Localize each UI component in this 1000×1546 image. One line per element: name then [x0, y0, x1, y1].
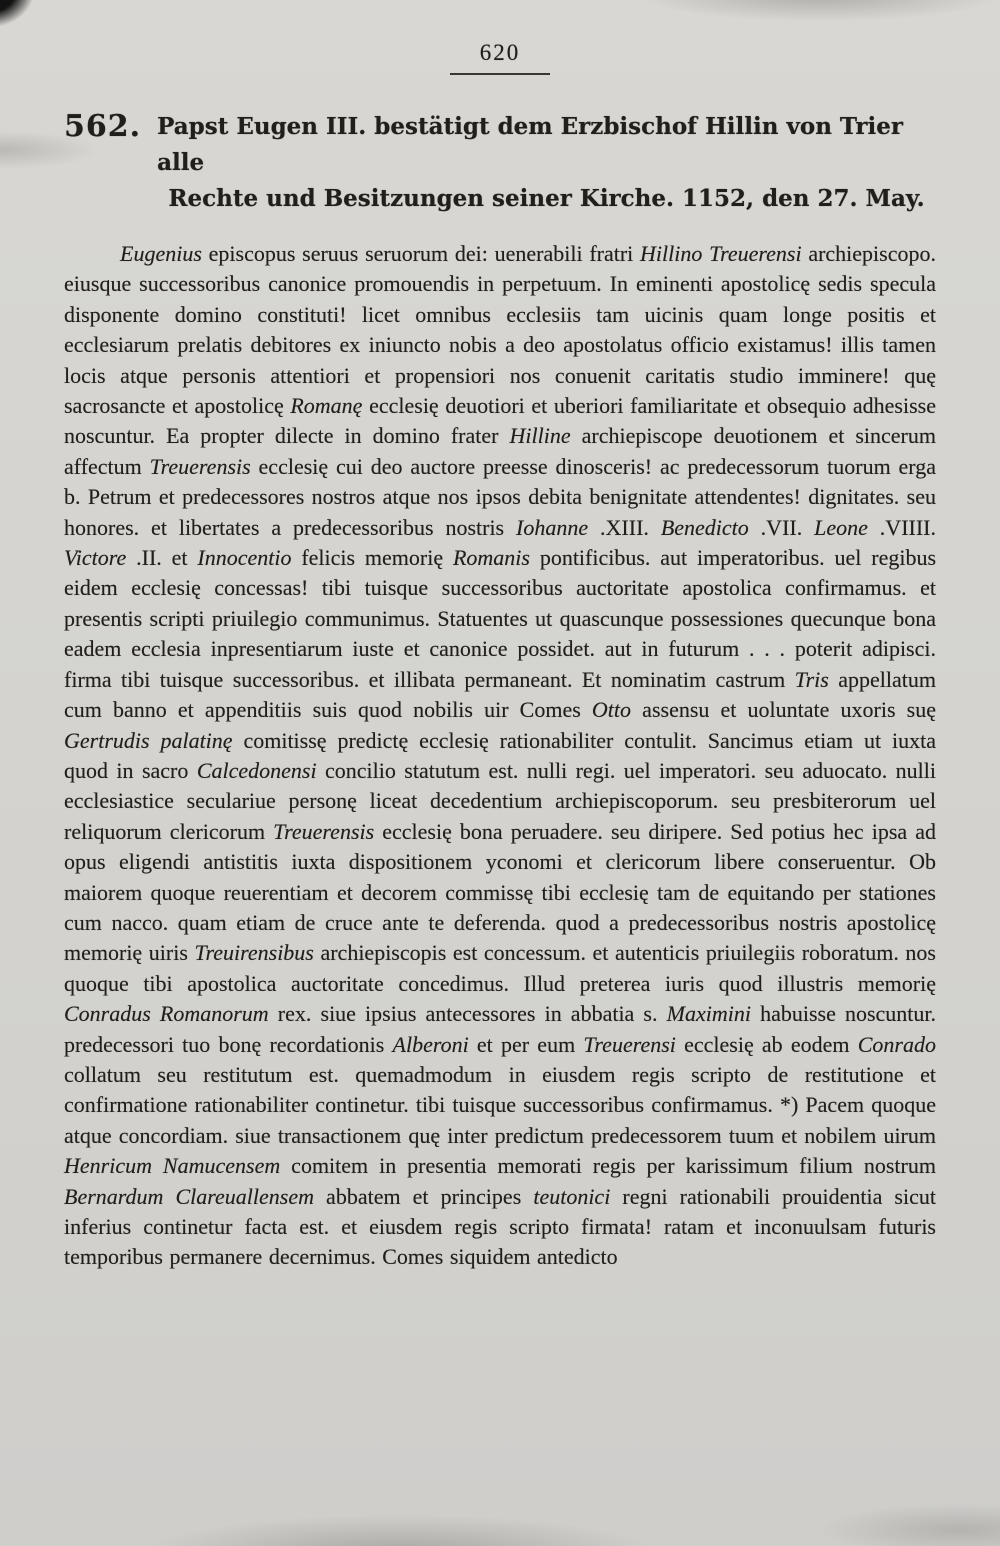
entry-heading: [64, 109, 936, 217]
entry-title-line2: Rechte und Besitzungen seiner Kirche. 1152, den 27. May.: [168, 185, 925, 212]
entry-number: 562.: [64, 109, 142, 144]
entry-title-line1: Papst Eugen III. bestätigt dem Erzbischof Hillin von Trier alle: [157, 113, 903, 176]
page-header: [64, 40, 936, 75]
charter-body-text: Eugenius episcopus seruus seruorum dei: uenerabili fratri Hillino Treuerensi archiepiscopo. eiusque successoribus canonice promouendis in perpetuum. In eminenti apostolicę sedis specula disponente domino constituti! licet omnibus ecclesiis tam uicinis quam longe positis et ecclesiarum prelatis debitores ex iniuncto nobis a deo apostolatus officio existamus! illis tamen locis atque personis attentiori et propensiori nos conuenit caritatis studio imminere! quę sacrosancte et apostolicę Romanę ecclesię deuotiori et uberiori familiaritate et obsequio adhesisse noscuntur. Ea propter dilecte in domino frater Hilline archiepiscope deuotionem et sincerum affectum Treuerensis ecclesię cui deo auctore preesse dinosceris! ac predecessorum tuorum erga b. Petrum et predecessores nostros atque nos ipsos debita benignitate attendentes! dignitates. seu honores. et libertates a predecessoribus nostris Iohanne .XIII. Benedicto .VII. Leone .VIIII. Victore .II. et Innocentio felicis memorię Romanis pontificibus. aut imperatoribus. uel regibus eidem ecclesię concessas! tibi tuisque successoribus auctoritate apostolica confirmamus. et presentis scripti priuilegio communimus. Statuentes ut quascunque possessiones quecunque bona eadem ecclesia inpresentiarum iuste et canonice possidet. aut in futurum . . . poterit adipisci. firma tibi tuisque successoribus. et illibata permaneant. Et nominatim castrum Tris appellatum cum banno et appenditiis suis quod nobilis uir Comes Otto assensu et uoluntate uxoris suę Gertrudis palatinę comitissę predictę ecclesię rationabiliter contulit. Sancimus etiam ut iuxta quod in sacro Calcedonensi concilio statutum est. nulli regi. uel imperatori. seu aduocato. nulli ecclesiastice seculariue personę liceat decedentium archiepiscoporum. seu presbiterorum uel reliquorum clericorum Treuerensis ecclesię bona peruadere. seu diripere. Sed potius hec ipsa ad opus eligendi antistitis iuxta dispositionem yconomi et clericorum libere conseruentur. Ob maiorem quoque reuerentiam et decorem commissę tibi ecclesię tam de equitando per stationes cum nacco. quam etiam de cruce ante te deferenda. quod a predecessoribus nostris apostolicę memorię uiris Treuirensibus archiepiscopis est concessum. et autenticis priuilegiis roboratum. nos quoque tibi apostolica auctoritate concedimus. Illud preterea iuris quod illustris memorię Conradus Romanorum rex. siue ipsius antecessores in abbatia s. Maximini habuisse noscuntur. predecessori tuo bonę recordationis Alberoni et per eum Treuerensi ecclesię ab eodem Conrado collatum seu restitutum est. quemadmodum in eiusdem regis scripto de restitutione et confirmatione rationabiliter continetur. tibi tuisque successoribus confirmamus. *) Pacem quoque atque concordiam. siue transactionem quę inter predictum predecessorem tuum et nobilem uirum Henricum Namucensem comitem in presentia memorati regis per karissimum filium nostrum Bernardum Clareuallensem abbatem et principes teutonici regni rationabili prouidentia sicut inferius continetur facta est. et eiusdem regis scripto firmata! ratam et inconuulsam futuris temporibus permanere decernimus. Comes siquidem antedicto: [64, 241, 937, 1270]
entry-title: [157, 109, 936, 217]
page-number: 620: [450, 40, 551, 75]
